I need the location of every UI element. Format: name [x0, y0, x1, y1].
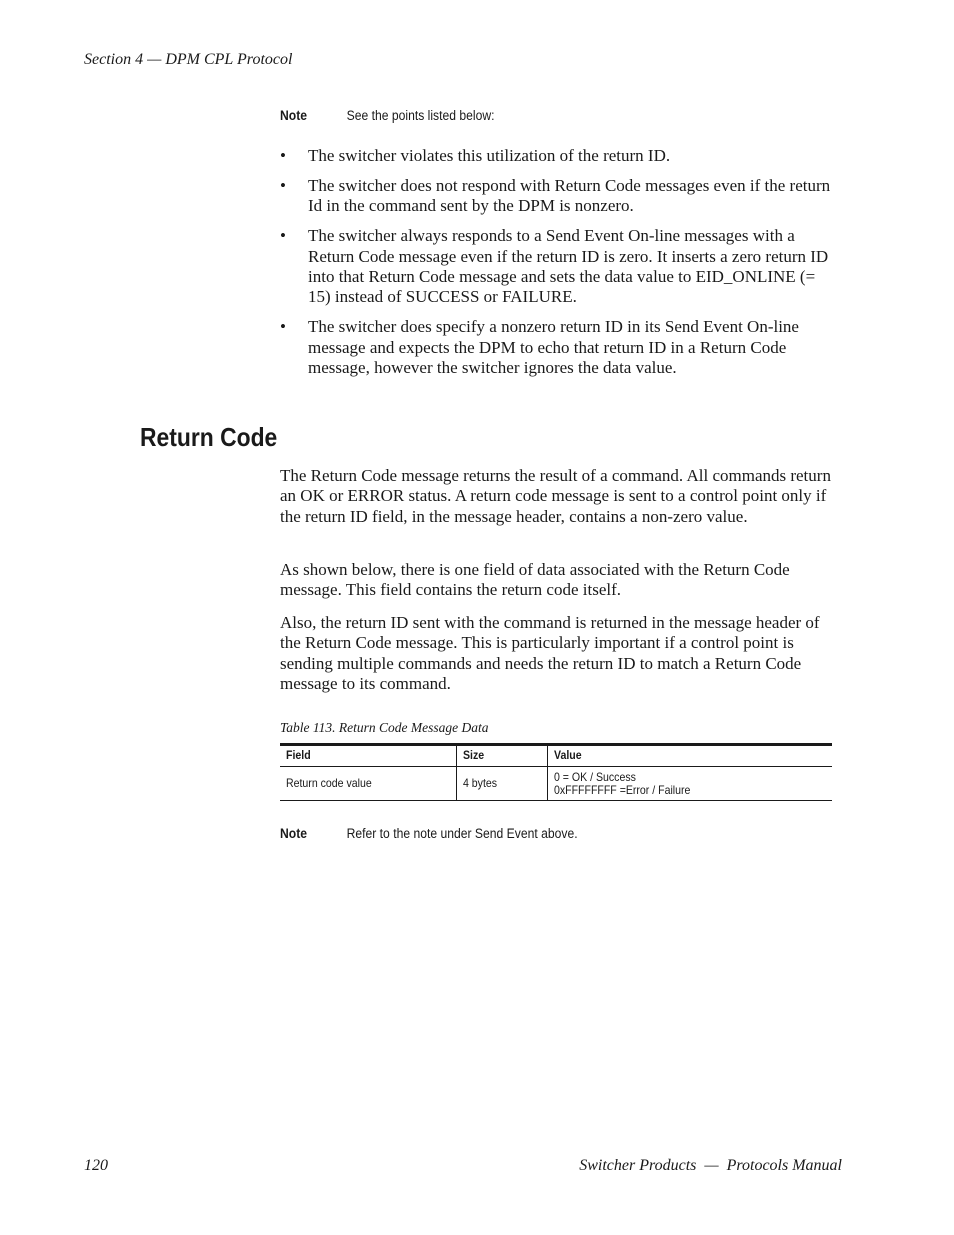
- cell-size: 4 bytes: [457, 767, 548, 801]
- table-caption: Table 113. Return Code Message Data: [280, 720, 489, 735]
- bullet-text: The switcher does specify a nonzero return ID in its Send Event On-line message and expects the DPM to echo that return ID in a Return Code message, however the switcher ignores the data value.: [308, 317, 799, 378]
- bullet-text: The switcher violates this utilization of the return ID.: [308, 146, 671, 165]
- table-header-row: [280, 745, 832, 767]
- note-block: [280, 826, 578, 841]
- body-paragraph: Also, the return ID sent with the command is returned in the message header of the Return Code message. This is particularly important if a control point is sending multiple commands and needs the return ID to match a Return Code message to its command.: [280, 613, 820, 694]
- cell-field: Return code value: [280, 767, 457, 801]
- bullet-icon: •: [280, 226, 286, 246]
- column-header-size: Size: [457, 745, 548, 767]
- list-item: [280, 146, 842, 166]
- bullet-list: [280, 146, 842, 388]
- list-item: [280, 226, 842, 308]
- column-header-value: Value: [548, 745, 833, 767]
- cell-value: 0 = OK / Success 0xFFFFFFFF =Error / Failure: [548, 767, 833, 801]
- list-item: [280, 317, 842, 378]
- bullet-icon: •: [280, 146, 286, 165]
- list-item: [280, 176, 842, 217]
- note-label: Note: [280, 108, 307, 123]
- bullet-text: The switcher always responds to a Send Event On-line messages with a Return Code message even if the return ID is zero. It inserts a zero return ID into that Return Code message and sets the data value to EID_ONLINE (= 15) instead of SUCCESS or FAILURE.: [308, 226, 829, 307]
- bullet-icon: •: [280, 317, 286, 337]
- section-heading: Return Code: [140, 422, 278, 452]
- table-row: [280, 767, 832, 801]
- return-code-table: [280, 743, 832, 801]
- body-paragraph: The Return Code message returns the result of a command. All commands return an OK or ERROR status. A return code message is sent to a control point only if the return ID field, in the message header, contains a non-zero value.: [280, 466, 831, 526]
- note-text: See the points listed below:: [346, 108, 495, 123]
- body-paragraph: As shown below, there is one field of data associated with the Return Code message. This field contains the return code itself.: [280, 560, 790, 600]
- running-footer: Switcher Products — Protocols Manual: [579, 1157, 842, 1174]
- column-header-field: Field: [280, 745, 457, 767]
- page-number: 120: [84, 1157, 108, 1174]
- note-label: Note: [280, 826, 307, 841]
- note-text: Refer to the note under Send Event above.: [346, 826, 578, 841]
- note-block: [280, 108, 495, 123]
- bullet-text: The switcher does not respond with Return Code messages even if the return Id in the command sent by the DPM is nonzero.: [308, 175, 831, 216]
- running-header: Section 4 — DPM CPL Protocol: [84, 51, 293, 68]
- bullet-icon: •: [280, 175, 286, 195]
